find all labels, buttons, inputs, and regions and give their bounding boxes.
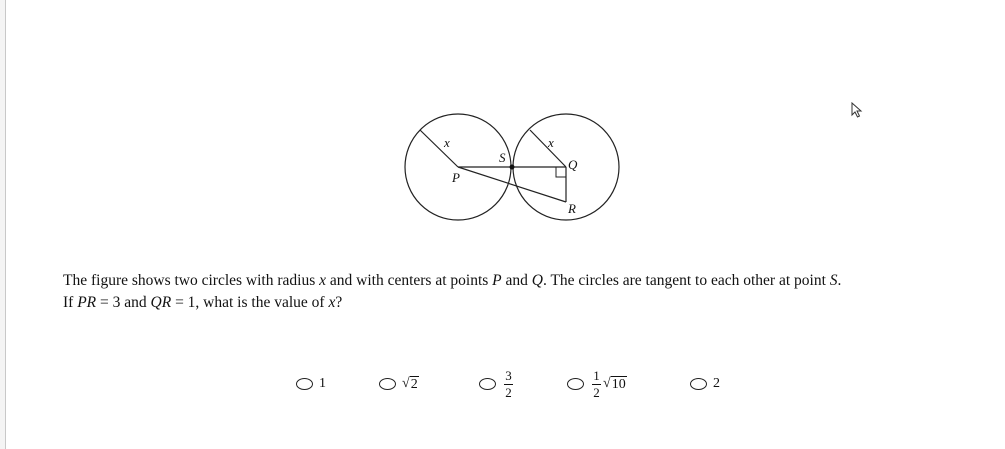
variable-x: x xyxy=(328,294,336,311)
variable-q: Q xyxy=(531,272,543,289)
radius-p xyxy=(420,130,458,167)
question-text xyxy=(63,270,983,314)
choice-5[interactable] xyxy=(690,364,720,404)
radio-circle-icon[interactable] xyxy=(379,378,396,390)
question-text-part: If xyxy=(63,294,78,311)
question-text-part: . xyxy=(837,272,842,289)
label-x-left: x xyxy=(444,135,450,150)
variable-p: P xyxy=(492,272,502,289)
label-q: Q xyxy=(568,157,578,172)
sqrt-symbol: √ xyxy=(603,376,611,391)
radicand: 2 xyxy=(410,377,418,392)
question-text-part: The figure shows two circles with radius xyxy=(63,272,320,289)
question-text-part: and xyxy=(501,272,532,289)
variable-x: x xyxy=(319,272,327,289)
question-text-part: and with centers at points xyxy=(326,272,493,289)
variable-pr: PR xyxy=(77,294,97,311)
choice-2[interactable] xyxy=(379,364,419,404)
right-angle-mark xyxy=(556,167,566,177)
label-s: S xyxy=(499,150,506,165)
numerator: 3 xyxy=(505,367,512,383)
answer-choices xyxy=(0,364,1005,404)
choice-label: 2 xyxy=(713,376,720,391)
choice-4[interactable] xyxy=(567,364,627,404)
circles-diagram xyxy=(400,112,625,224)
denominator: 2 xyxy=(505,384,512,400)
variable-qr: QR xyxy=(150,294,172,311)
question-text-part: . The circles are tangent to each other at point xyxy=(542,272,830,289)
label-r: R xyxy=(568,201,576,216)
geometry-figure xyxy=(400,112,625,224)
segment-pr xyxy=(458,167,566,202)
choice-label-fraction xyxy=(504,369,513,400)
mouse-pointer-icon xyxy=(851,102,863,123)
label-p: P xyxy=(452,170,460,185)
choice-label-fraction xyxy=(592,369,601,400)
variable-s: S xyxy=(829,272,838,289)
radio-circle-icon[interactable] xyxy=(567,378,584,390)
sqrt-symbol: √ xyxy=(402,376,410,391)
radicand: 10 xyxy=(611,377,626,392)
question-text-part: ? xyxy=(335,294,343,311)
numerator: 1 xyxy=(593,367,600,383)
choice-3[interactable] xyxy=(479,364,515,404)
radio-circle-icon[interactable] xyxy=(296,378,313,390)
radio-circle-icon[interactable] xyxy=(479,378,496,390)
label-x-right: x xyxy=(548,135,554,150)
question-text-part: = 3 and xyxy=(96,294,151,311)
choice-label: 1 xyxy=(319,376,326,391)
choice-label xyxy=(402,376,419,392)
choice-1[interactable] xyxy=(296,364,326,404)
point-s xyxy=(510,165,515,170)
choice-label-sqrt xyxy=(603,376,627,392)
denominator: 2 xyxy=(593,384,600,400)
question-text-part: = 1, what is the value of xyxy=(171,294,329,311)
radio-circle-icon[interactable] xyxy=(690,378,707,390)
